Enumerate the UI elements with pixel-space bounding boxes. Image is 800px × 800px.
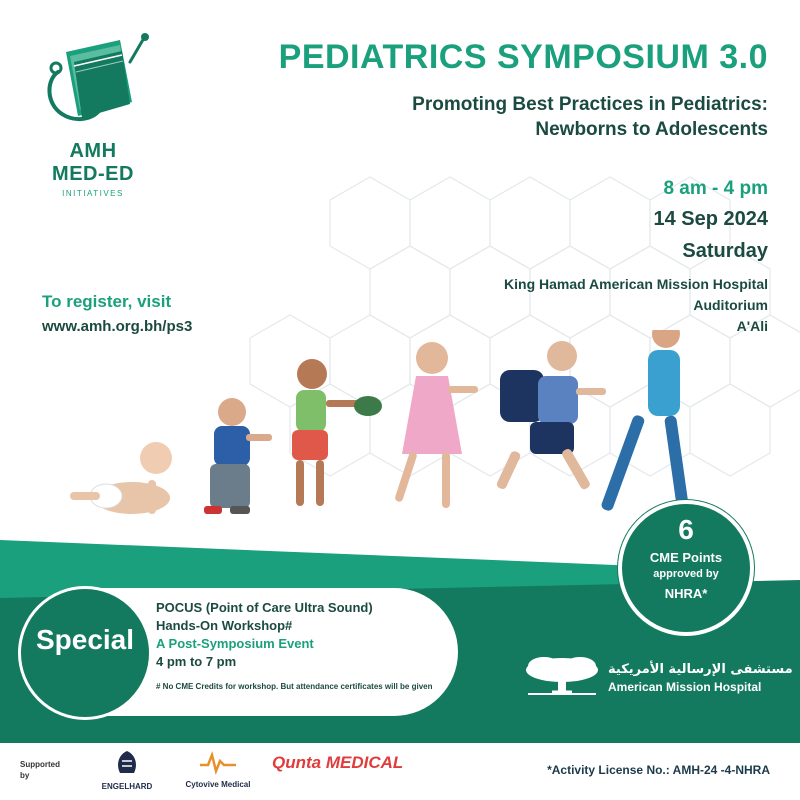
footer <box>0 740 800 800</box>
baby-figure <box>70 442 172 514</box>
children-growth-illustration <box>60 330 700 550</box>
sponsor-engelhard-name: ENGELHARD <box>101 782 153 791</box>
cme-points-number: 6 <box>678 514 694 545</box>
sponsor-qunta <box>272 753 404 773</box>
sponsor-cytovive-name: Cytovive Medical <box>185 780 251 789</box>
child-pink-dress-figure <box>394 342 478 508</box>
child-backpack-figure <box>496 341 606 491</box>
venue-line3: A'Ali <box>736 318 768 334</box>
venue-line2: Auditorium <box>693 297 768 313</box>
hospital-name-english: American Mission Hospital <box>608 680 762 694</box>
event-date: 14 Sep 2024 <box>653 208 768 230</box>
workshop-time: 4 pm to 7 pm <box>156 654 237 669</box>
hospital-name-arabic: مستشفى الإرسالية الأمريكية <box>608 662 793 677</box>
child-blue-top-figure <box>600 330 691 526</box>
logo-line1: AMH <box>69 140 117 162</box>
event-venue <box>448 274 768 337</box>
supported-by-label: Supported by <box>20 760 60 780</box>
amh-med-ed-logo <box>28 32 158 202</box>
workshop-footnote: # No CME Credits for workshop. But attendance certificates will be given <box>156 682 433 691</box>
subtitle-line1: Promoting Best Practices in Pediatrics: <box>412 94 768 115</box>
workshop-title: POCUS (Point of Care Ultra Sound) <box>156 600 373 615</box>
engelhard-logo-icon <box>112 749 142 777</box>
toddler-figure <box>204 398 272 514</box>
register-label: To register, visit <box>42 292 172 311</box>
cme-line2: approved by <box>653 568 719 580</box>
page-title: PEDIATRICS SYMPOSIUM 3.0 <box>278 38 768 76</box>
register-url[interactable]: www.amh.org.bh/ps3 <box>42 318 193 335</box>
child-green-top-figure <box>292 359 382 506</box>
event-time: 8 am - 4 pm <box>663 178 768 199</box>
cme-line3: NHRA* <box>664 586 708 601</box>
cme-points-badge <box>618 500 754 636</box>
sponsor-engelhard <box>92 749 162 791</box>
workshop-event-type: A Post-Symposium Event <box>156 636 314 651</box>
logo-line3: INITIATIVES <box>62 189 124 198</box>
book-stethoscope-icon <box>28 32 158 142</box>
subtitle <box>298 92 768 142</box>
workshop-subtitle: Hands-On Workshop# <box>156 618 293 633</box>
event-day: Saturday <box>682 240 768 262</box>
special-label: Special <box>35 624 135 655</box>
venue-line1: King Hamad American Mission Hospital <box>504 276 768 292</box>
tree-icon <box>522 654 602 698</box>
sponsor-cytovive <box>178 751 258 789</box>
logo-line2: MED-ED <box>52 163 134 185</box>
cme-line1: CME Points <box>649 550 723 565</box>
subtitle-line2: Newborns to Adolescents <box>535 119 768 140</box>
sponsor-qunta-name: Qunta MEDICAL <box>272 753 404 772</box>
cytovive-logo-icon <box>198 751 238 775</box>
activity-license: *Activity License No.: AMH-24 -4-NHRA <box>547 763 770 777</box>
